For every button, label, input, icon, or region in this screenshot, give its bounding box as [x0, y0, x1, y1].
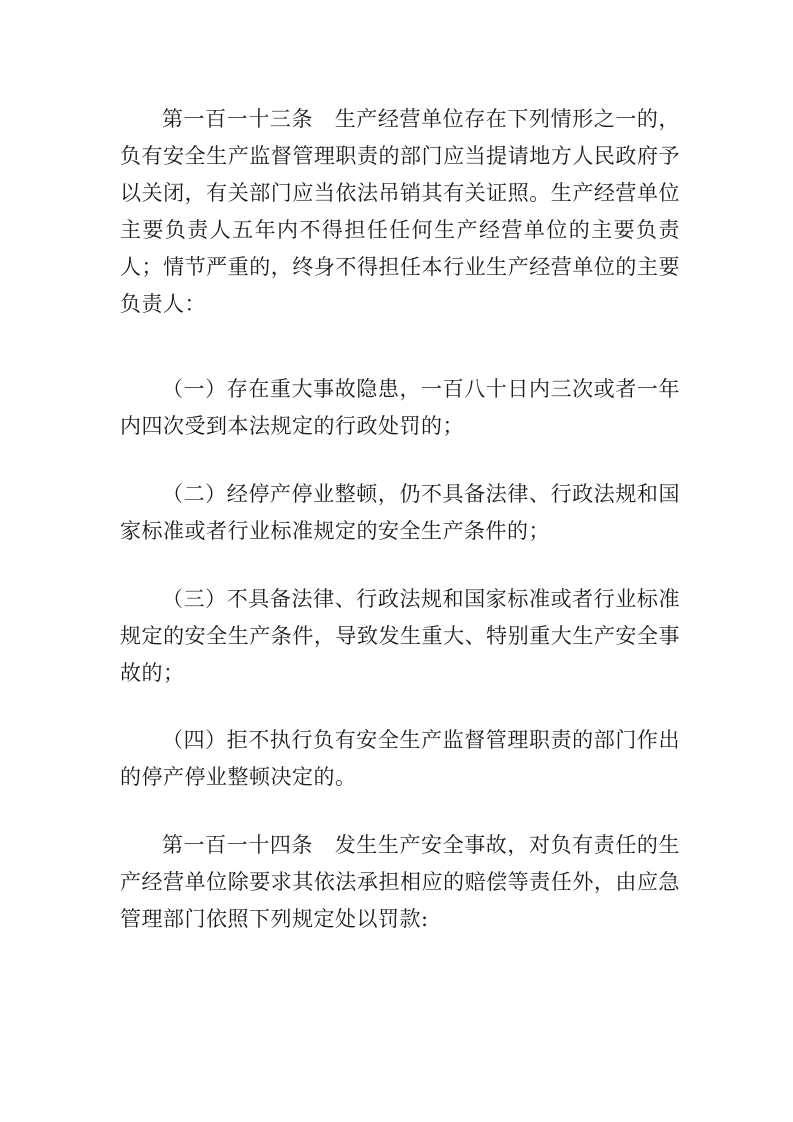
- clause-4-paragraph: （四）拒不执行负有安全生产监督管理职责的部门作出的停产停业整顿决定的。: [120, 728, 680, 789]
- article-113-paragraph: 第一百一十三条 生产经营单位存在下列情形之一的，负有安全生产监督管理职责的部门应当提请地方人民政府予以关闭，有关部门应当依法吊销其有关证照。生产经营单位主要负责人五年内不得担任任何生产经营单位的主要负责人；情节严重的，终身不得担任本行业生产经营单位的主要负责人：: [120, 107, 680, 316]
- article-114-paragraph: 第一百一十四条 发生生产安全事故，对负有责任的生产经营单位除要求其依法承担相应的赔偿等责任外，由应急管理部门依照下列规定处以罚款:: [120, 833, 680, 931]
- clause-1-paragraph: （一）存在重大事故隐患，一百八十日内三次或者一年内四次受到本法规定的行政处罚的；: [120, 377, 680, 438]
- clause-2-paragraph: （二）经停产停业整顿，仍不具备法律、行政法规和国家标准或者行业标准规定的安全生产条件的；: [120, 482, 680, 543]
- clause-3-paragraph: （三）不具备法律、行政法规和国家标准或者行业标准规定的安全生产条件，导致发生重大、特别重大生产安全事故的；: [120, 587, 680, 685]
